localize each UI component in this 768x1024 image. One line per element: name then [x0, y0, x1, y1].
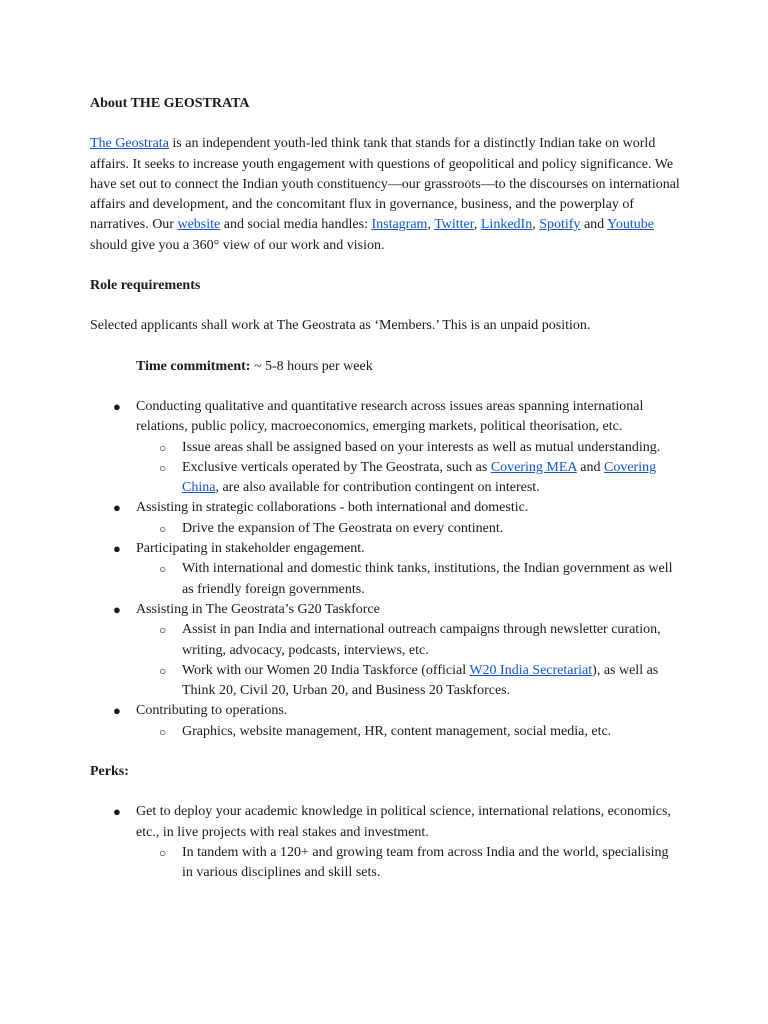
about-text-1: is an independent youth-led think tank that stands for a distinctly Indian take on world affairs. It seeks to increase youth engagement with questions of geopolitical and policy significance. We have set out to connect the Indian youth constituency—our grassroots—to the discourses on international affairs and development, and the concomitant flux in governance, business, and the powerplay of narratives. Our	[90, 136, 680, 233]
list-item	[90, 539, 680, 559]
role-list	[90, 397, 680, 742]
sub-w20-post: ), as well as Think 20, Civil 20, Urban 20, and Business 20 Taskforces.	[182, 662, 659, 699]
sub-list-item	[136, 661, 680, 702]
list-item	[90, 802, 680, 843]
time-commitment-label: Time commitment:	[136, 358, 251, 374]
sub-list-item-text: Assist in pan India and international outreach campaigns through newsletter curation, writing, advocacy, podcasts, interviews, etc.	[182, 622, 661, 658]
time-commitment-value: ~ 5-8 hours per week	[250, 358, 373, 374]
bullet-icon: ●	[113, 541, 121, 557]
about-text-2: and social media handles:	[220, 217, 372, 233]
covering-china-link[interactable]: Covering China	[182, 459, 657, 496]
sub-list-item	[136, 722, 680, 742]
list-item-text: Assisting in strategic collaborations - both international and domestic.	[136, 500, 529, 516]
spotify-link[interactable]: Spotify	[539, 217, 581, 233]
comma-3: ,	[532, 217, 540, 233]
and-text: and	[580, 217, 608, 233]
circle-bullet-icon: ○	[159, 623, 167, 638]
list-item-text: Participating in stakeholder engagement.	[136, 541, 365, 557]
sub-list-item-text: With international and domestic think tanks, institutions, the Indian government as well as friendly foreign governments.	[182, 561, 673, 597]
sub-list-item-text: Graphics, website management, HR, content management, social media, etc.	[182, 723, 612, 739]
twitter-link[interactable]: Twitter	[434, 217, 474, 233]
bullet-icon: ●	[113, 804, 121, 820]
perks-heading: Perks:	[90, 764, 129, 780]
sub-list-item	[136, 620, 680, 661]
w20-secretariat-link[interactable]: W20 India Secretariat	[469, 662, 593, 678]
sub-w20-pre: Work with our Women 20 India Taskforce (official	[182, 662, 470, 678]
list-item-text: Get to deploy your academic knowledge in political science, international relations, economics, etc., in live projects with real stakes and investment.	[136, 804, 671, 840]
sub-mea-post: , are also available for contribution contingent on interest.	[215, 480, 540, 496]
sub-list-item-text: In tandem with a 120+ and growing team from across India and the world, specialising in various disciplines and skill sets.	[182, 844, 669, 881]
list-item	[90, 498, 680, 518]
sub-list-item	[136, 458, 680, 499]
role-intro: Selected applicants shall work at The Geostrata as ‘Members.’ This is an unpaid position.	[90, 318, 591, 334]
sub-list-item	[136, 843, 680, 884]
sub-list-item	[136, 559, 680, 600]
document-content	[90, 94, 680, 884]
instagram-link[interactable]: Instagram	[371, 217, 428, 233]
comma-1: ,	[427, 217, 435, 233]
website-link[interactable]: website	[177, 217, 221, 233]
bullet-icon: ●	[113, 703, 121, 719]
circle-bullet-icon: ○	[159, 845, 167, 860]
list-item	[90, 701, 680, 721]
about-heading: About THE GEOSTRATA	[90, 96, 250, 111]
list-item-text: Contributing to operations.	[136, 703, 288, 719]
about-paragraph	[90, 134, 680, 256]
linkedin-link[interactable]: LinkedIn	[480, 217, 533, 233]
list-item	[90, 397, 680, 438]
list-item	[90, 600, 680, 620]
circle-bullet-icon: ○	[159, 562, 167, 577]
sub-mea-pre: Exclusive verticals operated by The Geostrata, such as	[182, 459, 491, 475]
sub-mea-and: and	[576, 459, 604, 475]
the-geostrata-link[interactable]: The Geostrata	[90, 136, 169, 152]
bullet-icon: ●	[113, 398, 121, 414]
perks-list	[90, 802, 680, 883]
bullet-icon: ●	[113, 500, 121, 516]
circle-bullet-icon: ○	[159, 663, 167, 678]
youtube-link[interactable]: Youtube	[607, 217, 654, 233]
comma-2: ,	[473, 217, 481, 233]
list-item-text: Assisting in The Geostrata’s G20 Taskforce	[136, 601, 380, 617]
about-text-end: should give you a 360° view of our work and vision.	[90, 237, 385, 253]
bullet-icon: ●	[113, 601, 121, 617]
circle-bullet-icon: ○	[159, 440, 167, 455]
sub-list-item-text: Drive the expansion of The Geostrata on every continent.	[182, 520, 504, 536]
circle-bullet-icon: ○	[159, 521, 167, 536]
sub-list-item	[136, 519, 680, 539]
circle-bullet-icon: ○	[159, 724, 167, 739]
circle-bullet-icon: ○	[159, 460, 167, 475]
sub-list-item	[136, 438, 680, 458]
list-item-text: Conducting qualitative and quantitative research across issues areas spanning international relations, public policy, macroeconomics, emerging markets, political theorisation, etc.	[136, 398, 644, 435]
covering-mea-link[interactable]: Covering MEA	[490, 459, 577, 475]
time-commitment	[136, 357, 680, 377]
role-heading: Role requirements	[90, 278, 201, 294]
sub-list-item-text: Issue areas shall be assigned based on your interests as well as mutual understanding.	[182, 439, 661, 455]
